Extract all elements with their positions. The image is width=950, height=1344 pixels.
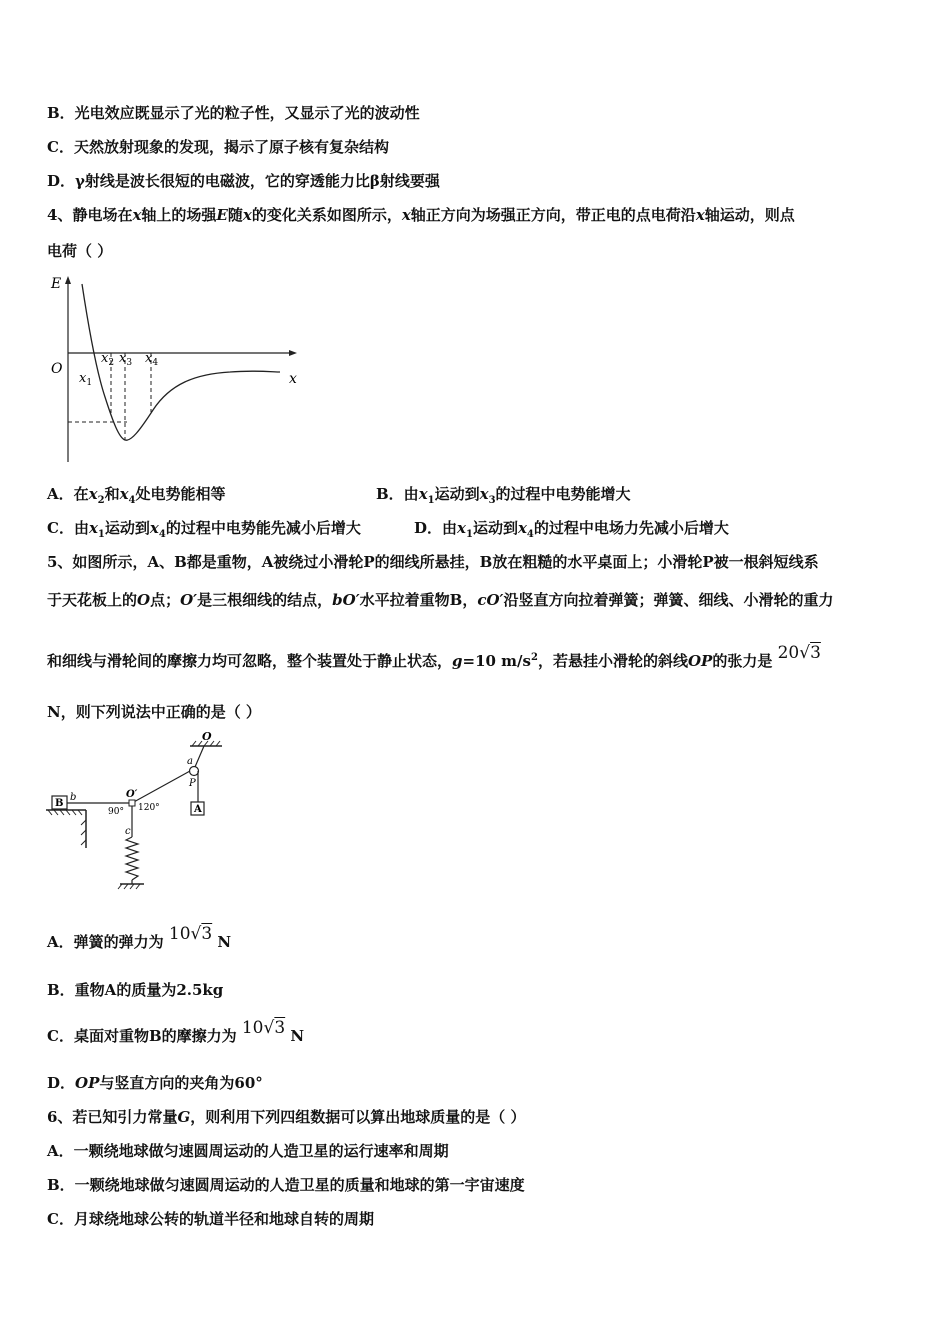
q4-stem-line1: 4、静电场在x轴上的场强E随x的变化关系如图所示，x轴正方向为场强正方向，带正电的点电荷沿x轴运动，则点 xyxy=(47,206,795,224)
q5-mechanics-figure xyxy=(44,730,234,895)
pulley xyxy=(190,767,199,776)
q3-option-d: D．γ射线是波长很短的电磁波，它的穿透能力比β射线要强 xyxy=(47,172,440,190)
angle-120: 120° xyxy=(138,803,160,813)
q4-option-c: C．由$x_1$运动到$x_4$的过程中电势能先减小后增大 xyxy=(47,519,361,540)
q4-option-a: A．在$x_2$和$x_4$处电势能相等 xyxy=(47,485,226,506)
label-p: P xyxy=(189,778,196,789)
q4-stem-line2: 电荷（ ） xyxy=(47,242,113,260)
q6-stem: 6、若已知引力常量G，则利用下列四组数据可以算出地球质量的是（ ） xyxy=(47,1108,526,1126)
q4-option-b: B．由$x_1$运动到$x_3$的过程中电势能增大 xyxy=(376,485,631,506)
q6-option-b: B．一颗绕地球做匀速圆周运动的人造卫星的质量和地球的第一宇宙速度 xyxy=(47,1176,525,1194)
q3-option-b: B．光电效应既显示了光的粒子性，又显示了光的波动性 xyxy=(47,104,420,122)
tension-value: 20√3 xyxy=(777,643,821,663)
x2-label: $x_2$ xyxy=(101,351,115,368)
q5-stem-line2: 于天花板上的O点；O′是三根细线的结点，bO′水平拉着重物B，cO′沿竖直方向拉着弹簧；弹簧、细线、小滑轮的重力 xyxy=(47,591,834,609)
q5-stem-line1: 5、如图所示，A、B都是重物，A被绕过小滑轮P的细线所悬挂，B放在粗糙的水平桌面上；小滑轮P被一根斜短线系 xyxy=(47,553,819,571)
q6-option-c: C．月球绕地球公转的轨道半径和地球自转的周期 xyxy=(47,1210,374,1228)
x4-label: $x_4$ xyxy=(145,351,159,368)
q6-option-a: A．一颗绕地球做匀速圆周运动的人造卫星的运行速率和周期 xyxy=(47,1142,449,1160)
x-axis-arrow xyxy=(289,350,297,356)
label-oprime: O′ xyxy=(126,789,138,800)
angle-90: 90° xyxy=(108,807,124,817)
y-axis-arrow xyxy=(65,276,71,284)
label-c: c xyxy=(125,826,131,837)
x3-label: $x_3$ xyxy=(119,351,133,368)
q4-field-graph xyxy=(45,272,315,467)
string-knot-pulley xyxy=(132,771,190,803)
origin-label: O xyxy=(51,361,63,377)
label-a: a xyxy=(187,756,193,767)
q5-option-a: A．弹簧的弹力为 10√3 N xyxy=(47,924,232,951)
y-axis-label: E xyxy=(51,276,62,292)
string-op xyxy=(195,746,204,767)
x1-label: $x_1$ xyxy=(79,371,93,388)
label-b: b xyxy=(70,792,77,803)
q5-option-d: D．OP与竖直方向的夹角为60° xyxy=(47,1074,263,1092)
spring xyxy=(126,837,138,880)
q3-option-c: C．天然放射现象的发现，揭示了原子核有复杂结构 xyxy=(47,138,389,156)
point-o-label: O xyxy=(202,730,212,743)
label-weight-b: B xyxy=(55,798,64,809)
q5-stem-line4: N，则下列说法中正确的是（ ） xyxy=(47,703,261,721)
q5-stem-line3: 和细线与滑轮间的摩擦力均可忽略，整个装置处于静止状态，g=10 $m/s^2$，若悬挂小滑轮的斜线OP的张力是 20√3 xyxy=(47,643,821,670)
q4-option-d: D．由$x_1$运动到$x_4$的过程中电场力先减小后增大 xyxy=(414,519,729,540)
label-weight-a: A xyxy=(194,804,202,815)
q5-option-b: B．重物A的质量为2.5kg xyxy=(47,981,224,999)
x-axis-label: x xyxy=(289,371,297,387)
knot xyxy=(129,800,135,806)
q5-option-c: C．桌面对重物B的摩擦力为 10√3 N xyxy=(47,1018,305,1045)
